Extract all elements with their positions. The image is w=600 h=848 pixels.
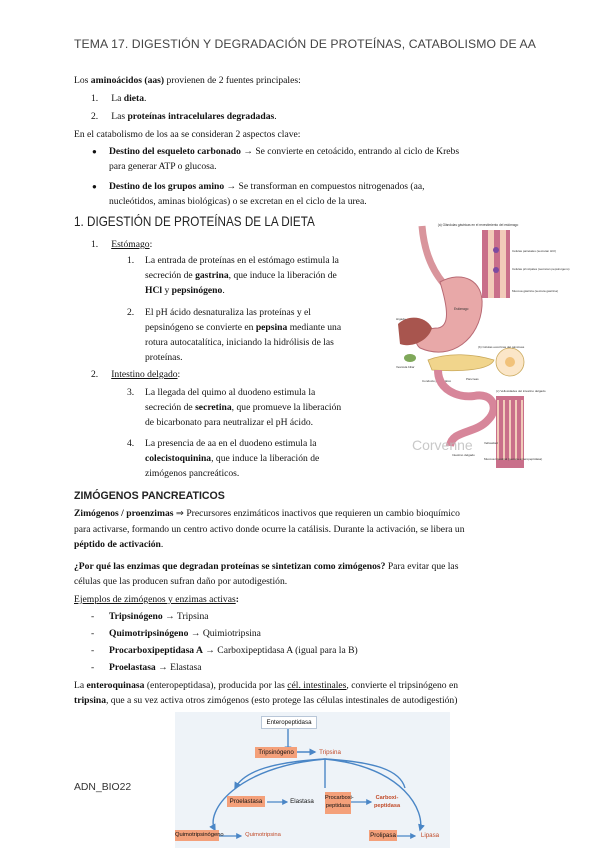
example-dash: - xyxy=(91,628,95,639)
final-paragraph-line: La enteroquinasa (enteropeptidasa), producida por las cél. intestinales, convierte el tripsinógeno en xyxy=(74,680,459,691)
bullet-item-line: para generar ATP o glucosa. xyxy=(109,161,217,172)
flow-node-carboxipeptidasa: Carboxi-peptidasa xyxy=(373,795,401,809)
bullet-item-line: nucleótidos, aminas biológicas) o se excretan en el ciclo de la urea. xyxy=(109,196,367,207)
example-dash: - xyxy=(91,645,95,656)
example-item: Quimotripsinógeno → Quimiotripsina xyxy=(109,628,261,639)
section-title: ZIMÓGENOS PANCREATICOS xyxy=(74,490,225,502)
figure-label: Vesícula biliar xyxy=(396,365,415,369)
question-line: células que las producen sufran daño por autodigestión. xyxy=(74,576,288,587)
list-item: 1. La dieta. xyxy=(91,93,147,104)
activation-arrows xyxy=(175,712,450,848)
definition-line: para activarse, formando un centro activo donde ocurre la catálisis. Durante la activación, se libera un xyxy=(74,524,465,535)
figure-label: (a) Glándulas gástricas en el revestimiento del estómago xyxy=(437,223,519,227)
intro-paragraph-1: Los aminoácidos (aas) provienen de 2 fuentes principales: xyxy=(74,75,301,86)
digestive-system-figure xyxy=(392,220,570,470)
step-line: de bicarbonato para neutralizar el pH ácido. xyxy=(145,417,314,428)
figure-label: Estómago xyxy=(454,307,469,311)
step-line: secreción de gastrina, que induce la liberación de xyxy=(145,270,337,281)
definition-line: Zimógenos / proenzimas ⇒ Precursores enzimáticos inactivos que requieren un cambio bioquímico xyxy=(74,508,460,519)
step-number: 2. xyxy=(127,307,135,318)
question-line: ¿Por qué las enzimas que degradan proteínas se sintetizan como zimógenos? Para evitar que las xyxy=(74,561,459,572)
step-line: pepsinógeno se convierte en pepsina mediante una xyxy=(145,322,342,333)
figure-label: Hígado xyxy=(396,317,406,321)
definition-line: péptido de activación. xyxy=(74,539,164,550)
watermark: Corvenne xyxy=(412,437,473,453)
flow-node-elastasa: Elastasa xyxy=(290,798,314,805)
figure-label: (c) Vellosidades del intestino delgado xyxy=(496,389,546,393)
final-paragraph-line: tripsina, que a su vez activa otros zimógenos (esto protege las células intestinales de autodigestión) xyxy=(74,695,458,706)
bullet-dot: ● xyxy=(92,147,97,156)
footer-text: ADN_BIO22 xyxy=(74,782,132,793)
example-item: Procarboxipeptidasa A → Carboxipeptidasa A (igual para la B) xyxy=(109,645,358,656)
bullet-dot: ● xyxy=(92,182,97,191)
intro-paragraph-2: En el catabolismo de los aa se consideran 2 aspectos clave: xyxy=(74,129,301,140)
gallbladder xyxy=(404,354,416,362)
figure-label: Páncreas xyxy=(466,377,479,381)
figure-label: Células parietales (secretan HCl) xyxy=(512,249,557,253)
step-line: La presencia de aa en el duodeno estimula la xyxy=(145,438,317,449)
step-line: La llegada del quimo al duodeno estimula la xyxy=(145,387,316,398)
section-title: 1. DIGESTIÓN DE PROTEÍNAS DE LA DIETA xyxy=(74,214,315,229)
example-dash: - xyxy=(91,611,95,622)
subsection-intestino: 2. Intestino delgado: xyxy=(91,369,181,380)
step-line: HCl y pepsinógeno. xyxy=(145,285,225,296)
flow-node-quimotripsina: Quimotripsina xyxy=(245,832,281,838)
step-line: colecistoquinina, que induce la liberación de xyxy=(145,453,320,464)
step-number: 1. xyxy=(127,255,135,266)
example-item: Tripsinógeno → Tripsina xyxy=(109,611,209,622)
step-line: secreción de secretina, que promueve la liberación xyxy=(145,402,342,413)
flow-node-procarboxipeptidasa: Procarboxi-peptidasa xyxy=(325,792,351,814)
step-line: zimógenos pancreáticos. xyxy=(145,468,240,479)
subsection-estomago: 1. Estómago: xyxy=(91,239,153,250)
flow-node-tripsina: Tripsina xyxy=(319,749,341,756)
zymogen-activation-diagram xyxy=(175,712,450,848)
figure-label: Vellosidad xyxy=(484,441,498,445)
flow-node-quimotripsinogeno: Quimotripsinógeno xyxy=(175,830,219,841)
step-number: 4. xyxy=(127,438,135,449)
step-line: rotura autocatalítica, iniciando la hidrólisis de las xyxy=(145,337,334,348)
list-item: 2. Las proteínas intracelulares degradadas. xyxy=(91,111,277,122)
step-line: La entrada de proteínas en el estómago estimula la xyxy=(145,255,339,266)
flow-node-prolipasa: Prolipasa xyxy=(370,832,396,839)
flow-node-lipasa: Lipasa xyxy=(420,832,440,839)
flow-node-enteropeptidasa: Enteropeptidasa xyxy=(261,716,317,729)
example-dash: - xyxy=(91,662,95,673)
flow-node-proelastasa: Proelastasa xyxy=(227,796,265,807)
step-line: El pH ácido desnaturaliza las proteínas y el xyxy=(145,307,311,318)
flow-node-tripsinogeno: Tripsinógeno xyxy=(255,747,297,758)
example-item: Proelastasa → Elastasa xyxy=(109,662,202,673)
figure-label: Conducto pancreático xyxy=(422,379,452,383)
figure-label: Células principales (secretan pepsinógeno) xyxy=(512,267,570,271)
step-number: 3. xyxy=(127,387,135,398)
figure-label: Mucosa intestinal (secreta enteropeptidasa) xyxy=(484,457,543,461)
figure-label: Mucosa gástrica (secreta gastrina) xyxy=(512,289,559,293)
bullet-item-line: Destino del esqueleto carbonado → Se convierte en cetoácido, entrando al ciclo de Krebs xyxy=(109,146,460,157)
page-header: TEMA 17. DIGESTIÓN Y DEGRADACIÓN DE PROTEÍNAS, CATABOLISMO DE AA xyxy=(74,37,536,51)
figure-label: (b) Células exocrinas del páncreas xyxy=(478,345,525,349)
step-line: proteínas. xyxy=(145,352,183,363)
examples-title: Ejemplos de zimógenos y enzimas activas: xyxy=(74,594,239,605)
bullet-item-line: Destino de los grupos amino → Se transforman en compuestos nitrogenados (aa, xyxy=(109,181,425,192)
figure-label: Intestino delgado xyxy=(452,453,475,457)
